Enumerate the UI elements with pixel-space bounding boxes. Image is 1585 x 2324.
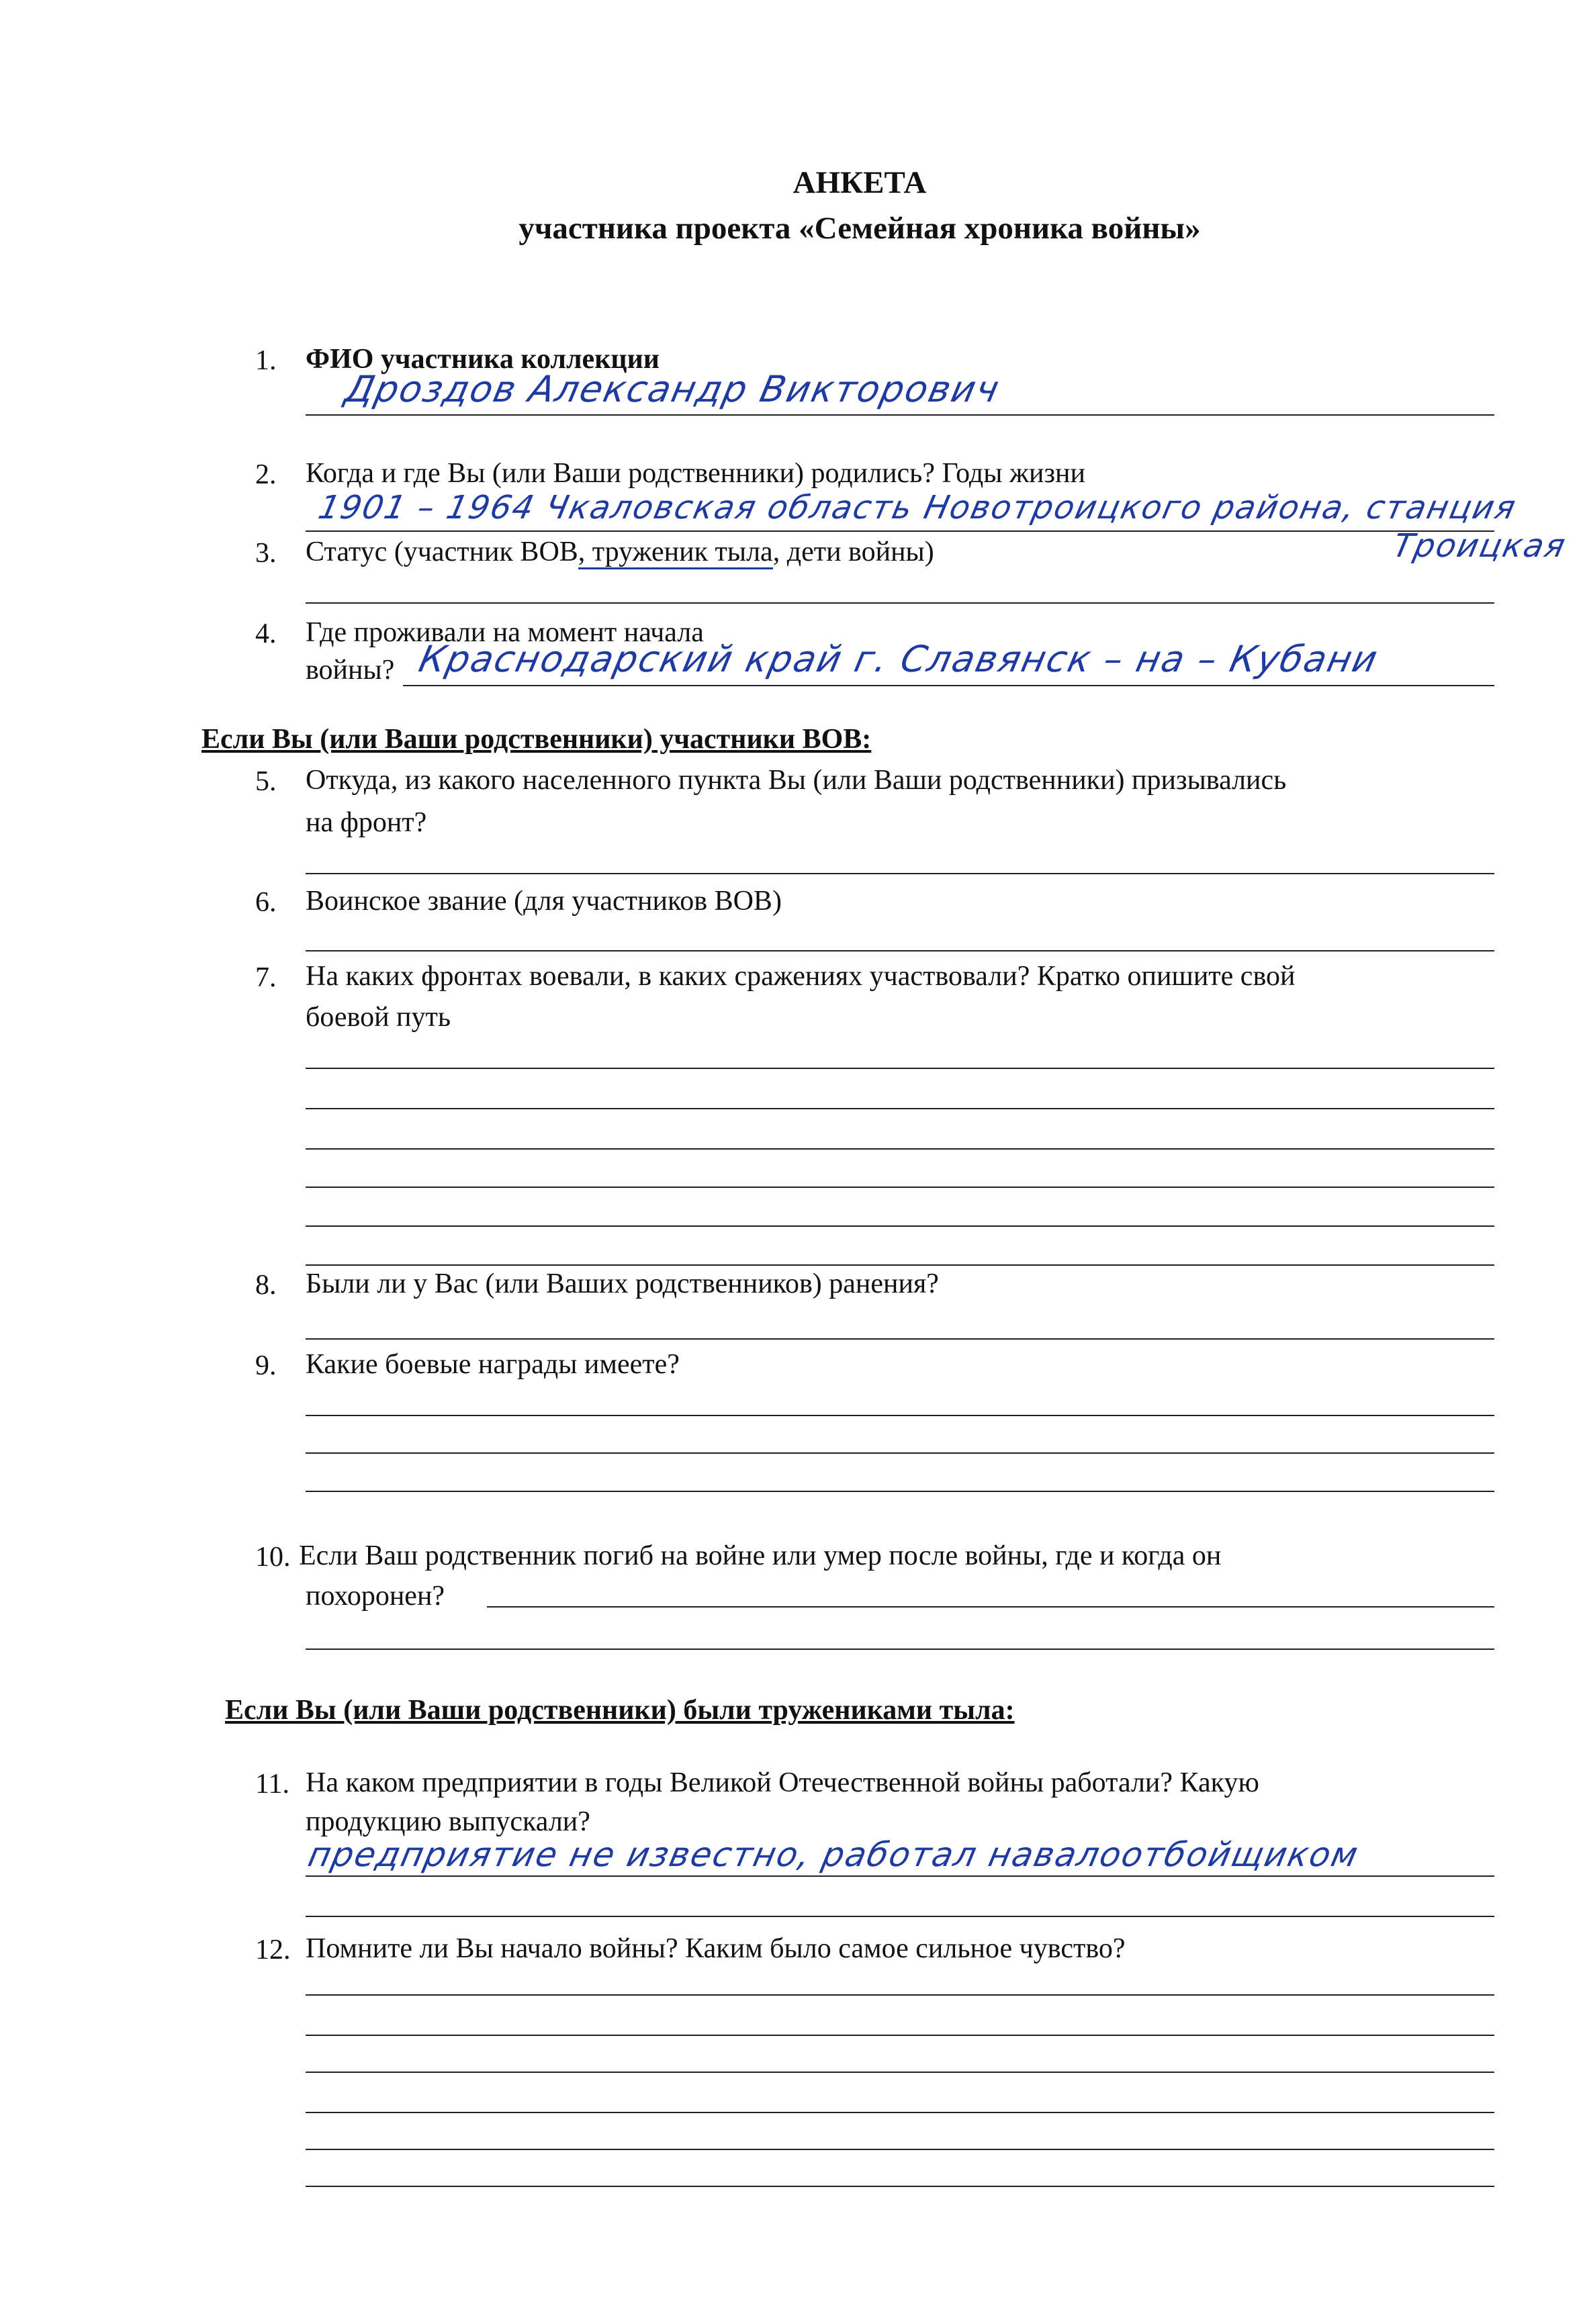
q12-answer-line-1 [306,1994,1494,1996]
q10-answer-line-2 [306,1648,1494,1650]
form-title: АНКЕТА [792,165,927,200]
q3-status-veteran: Статус (участник ВОВ [306,537,578,567]
q8-number: 8. [255,1270,277,1301]
q4-answer[interactable]: Краснодарский край г. Славянск – на – Кубани [415,638,1383,680]
q5-label-line2: на фронт? [306,807,427,838]
q9-number: 9. [255,1350,277,1381]
q10-label-line2: похоронен? [306,1581,445,1612]
q3-answer-line [306,602,1494,604]
q10-number: 10. [255,1542,291,1573]
q1-number: 1. [255,345,277,376]
q1-label: ФИО участника коллекции [306,344,660,375]
q11-answer-line-2 [306,1916,1494,1917]
q4-number: 4. [255,618,277,649]
form-subtitle: участника проекта «Семейная хроника войны» [518,211,1201,246]
q12-answer-line-6 [306,2186,1494,2187]
q7-answer-line-3 [306,1148,1494,1150]
q7-number: 7. [255,962,277,993]
q7-label: На каких фронтах воевали, в каких сражениях участвовали? Кратко опишите свой [306,961,1296,992]
q10-answer-line-1 [487,1606,1494,1608]
q2-number: 2. [255,459,277,490]
q7-answer-line-2 [306,1108,1494,1109]
q9-answer-line-3 [306,1491,1494,1492]
q5-answer-line [306,873,1494,874]
q12-answer-line-4 [306,2112,1494,2113]
q6-answer-line [306,950,1494,951]
q4-label: Где проживали на момент начала [306,617,704,648]
q7-label-line2: боевой путь [306,1002,451,1033]
q11-answer-line-1 [306,1875,1494,1877]
q11-answer[interactable]: предприятие не известно, работал навалоотбойщиком [304,1835,1363,1874]
q12-answer-line-2 [306,2035,1494,2036]
q7-answer-line-4 [306,1187,1494,1188]
q11-number: 11. [255,1769,289,1800]
q11-label: На каком предприятии в годы Великой Отечественной войны работали? Какую [306,1767,1259,1798]
q3-number: 3. [255,538,277,569]
q2-answer-continued[interactable]: Троицкая [1390,527,1570,565]
q4-answer-line [403,685,1494,686]
q7-answer-line-5 [306,1225,1494,1227]
q10-label: Если Ваш родственник погиб на войне или умер после войны, где и когда он [299,1540,1222,1571]
q3-status-war-children: , дети войны) [772,537,934,567]
section-home-front-heading: Если Вы (или Ваши родственники) были тружениками тыла: [225,1695,1015,1726]
q4-label-line2: войны? [306,655,395,686]
section-veterans-heading: Если Вы (или Ваши родственники) участники ВОВ: [201,724,872,755]
q5-number: 5. [255,766,277,797]
q5-label: Откуда, из какого населенного пункта Вы (или Ваши родственники) призывались [306,765,1287,796]
q8-label: Были ли у Вас (или Ваших родственников) ранения? [306,1268,939,1299]
q1-answer[interactable]: Дроздов Александр Викторович [341,368,1004,410]
q9-answer-line-1 [306,1415,1494,1416]
q9-answer-line-2 [306,1452,1494,1454]
q3-status-home-front: , труженик тыла [578,537,773,569]
q12-answer-line-3 [306,2072,1494,2073]
q12-number: 12. [255,1935,291,1965]
q12-answer-line-5 [306,2149,1494,2150]
q1-answer-line [306,414,1494,416]
q3-label [306,532,934,572]
q7-answer-line-1 [306,1068,1494,1069]
q9-label: Какие боевые награды имеете? [306,1349,680,1380]
q6-number: 6. [255,887,277,918]
q2-answer[interactable]: 1901 – 1964 Чкаловская область Новотроицкого района, станция [315,489,1521,526]
q8-answer-line [306,1338,1494,1340]
q6-label: Воинское звание (для участников ВОВ) [306,886,782,917]
q12-label: Помните ли Вы начало войны? Каким было самое сильное чувство? [306,1933,1126,1964]
q11-label-line2: продукцию выпускали? [306,1806,590,1837]
q2-label: Когда и где Вы (или Ваши родственники) родились? Годы жизни [306,458,1085,489]
